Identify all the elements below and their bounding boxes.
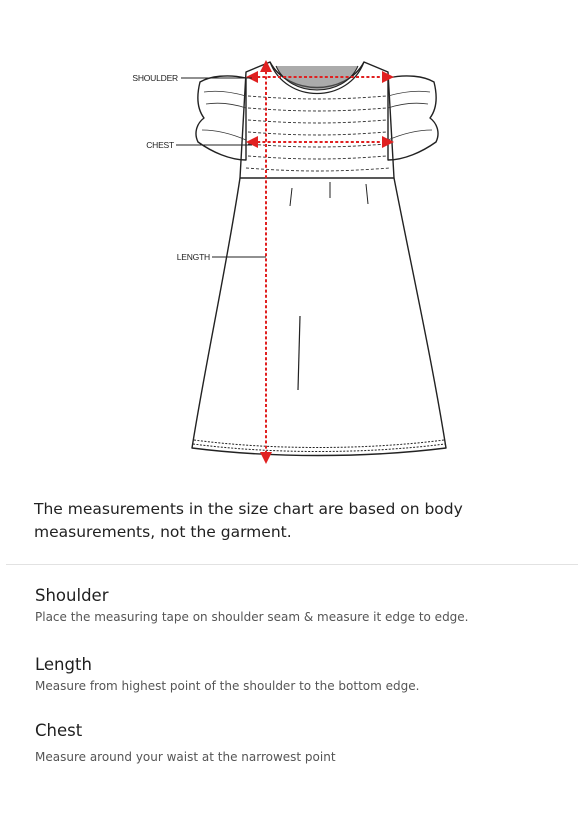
section-title-length: Length xyxy=(35,655,92,674)
section-description-shoulder: Place the measuring tape on shoulder seam & measure it edge to edge. xyxy=(35,610,469,624)
section-divider xyxy=(6,564,578,565)
right-sleeve xyxy=(388,76,438,160)
measurement-arrows xyxy=(252,66,388,458)
length-section xyxy=(35,655,565,693)
section-title-chest: Chest xyxy=(35,721,83,740)
section-description-chest: Measure around your waist at the narrowest point xyxy=(35,750,336,764)
left-sleeve xyxy=(196,76,246,160)
section-description-length: Measure from highest point of the shoulder to the bottom edge. xyxy=(35,679,420,693)
shoulder-section xyxy=(35,586,565,624)
dress-outline xyxy=(192,62,446,456)
skirt xyxy=(192,178,446,456)
shoulder-callout-label: SHOULDER xyxy=(132,73,178,83)
length-callout-label: LENGTH xyxy=(176,252,210,262)
chest-callout-label: CHEST xyxy=(146,140,174,150)
section-title-shoulder: Shoulder xyxy=(35,586,109,605)
smocking xyxy=(246,96,390,171)
chest-section xyxy=(35,721,565,764)
measurement-note: The measurements in the size chart are based on body measurements, not the garment. xyxy=(34,500,463,541)
